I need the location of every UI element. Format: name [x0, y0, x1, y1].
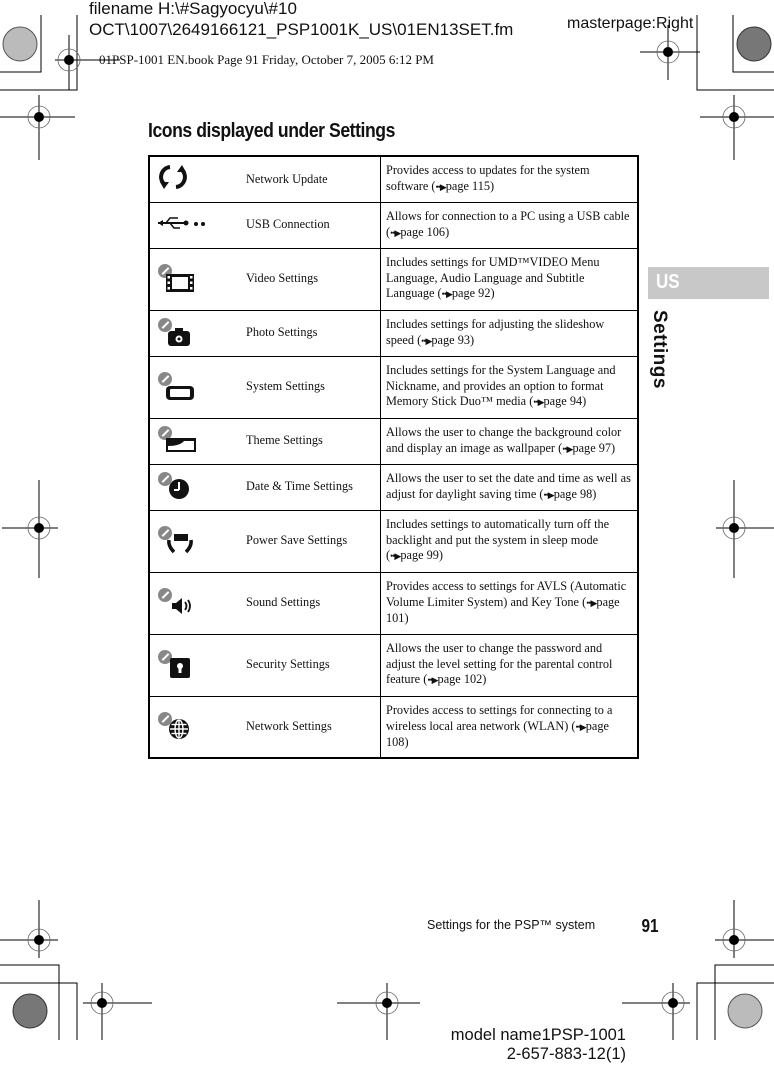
filename-line-1: filename H:\#Sagyocyu\#10	[89, 0, 297, 18]
book-info: 01PSP-1001 EN.book Page 91 Friday, October 7, 2005 6:12 PM	[99, 52, 434, 67]
item-description: Includes settings for the System Language and Nickname, and provides an option to format Memory Stick Duo™ media (••▶page 94)	[381, 356, 639, 418]
security-settings-icon	[158, 650, 198, 680]
masterpage-label: masterpage:Right	[567, 15, 694, 32]
settings-icons-table	[148, 155, 639, 759]
item-name: Date & Time Settings	[244, 464, 381, 510]
item-name: Network Update	[244, 156, 381, 202]
item-name: System Settings	[244, 356, 381, 418]
network-update-icon	[158, 164, 188, 190]
table-row	[149, 572, 638, 634]
item-description: Provides access to updates for the system software (••▶page 115)	[381, 156, 639, 202]
table-row	[149, 310, 638, 356]
system-settings-icon	[158, 372, 198, 402]
item-name: Security Settings	[244, 634, 381, 696]
item-name: Sound Settings	[244, 572, 381, 634]
model-line-1: model name1PSP-1001	[450, 1026, 626, 1044]
item-description: Includes settings to automatically turn off the backlight and put the system in sleep mode (••▶page 99)	[381, 510, 639, 572]
footer-section-label: Settings for the PSP™ system	[427, 918, 596, 932]
table-row	[149, 464, 638, 510]
region-tab-label: US	[656, 271, 680, 293]
table-row	[149, 510, 638, 572]
model-line-2: 2-657-883-12(1)	[506, 1045, 626, 1063]
item-description: Allows the user to set the date and time as well as adjust for daylight saving time (••▶page 98)	[381, 464, 639, 510]
sound-settings-icon	[158, 588, 198, 618]
item-description: Includes settings for UMD™VIDEO Menu Language, Audio Language and Subtitle Language (••▶page 92)	[381, 248, 639, 310]
table-row	[149, 634, 638, 696]
item-name: Video Settings	[244, 248, 381, 310]
table-row	[149, 156, 638, 202]
filename-line-2: OCT\1007\2649166121_PSP1001K_US\01EN13SET.fm	[89, 20, 514, 39]
item-description: Provides access to settings for AVLS (Automatic Volume Limiter System) and Key Tone (••▶page 101)	[381, 572, 639, 634]
item-description: Provides access to settings for connecting to a wireless local area network (WLAN) (••▶page 108)	[381, 696, 639, 758]
item-description: Allows the user to change the background color and display an image as wallpaper (••▶page 97)	[381, 418, 639, 464]
item-name: Network Settings	[244, 696, 381, 758]
power-save-settings-icon	[158, 526, 198, 556]
region-tab	[648, 267, 769, 299]
theme-settings-icon	[158, 426, 198, 456]
item-name: Theme Settings	[244, 418, 381, 464]
item-description: Includes settings for adjusting the slideshow speed (••▶page 93)	[381, 310, 639, 356]
table-row	[149, 696, 638, 758]
item-name: Power Save Settings	[244, 510, 381, 572]
item-description: Allows the user to change the password and adjust the level setting for the parental control feature (••▶page 102)	[381, 634, 639, 696]
page-number: 91	[641, 916, 659, 936]
photo-settings-icon	[158, 318, 198, 348]
model-info	[450, 1026, 626, 1064]
table-row	[149, 356, 638, 418]
item-description: Allows for connection to a PC using a USB cable (••▶page 106)	[381, 202, 639, 248]
page-title: Icons displayed under Settings	[148, 120, 395, 142]
item-name: USB Connection	[244, 202, 381, 248]
network-settings-icon	[158, 712, 198, 742]
usb-connection-icon	[158, 215, 206, 231]
date-time-settings-icon	[158, 472, 198, 502]
side-section-label: Settings	[649, 310, 670, 389]
video-settings-icon	[158, 264, 198, 294]
table-row	[149, 202, 638, 248]
item-name: Photo Settings	[244, 310, 381, 356]
table-row	[149, 418, 638, 464]
table-row	[149, 248, 638, 310]
